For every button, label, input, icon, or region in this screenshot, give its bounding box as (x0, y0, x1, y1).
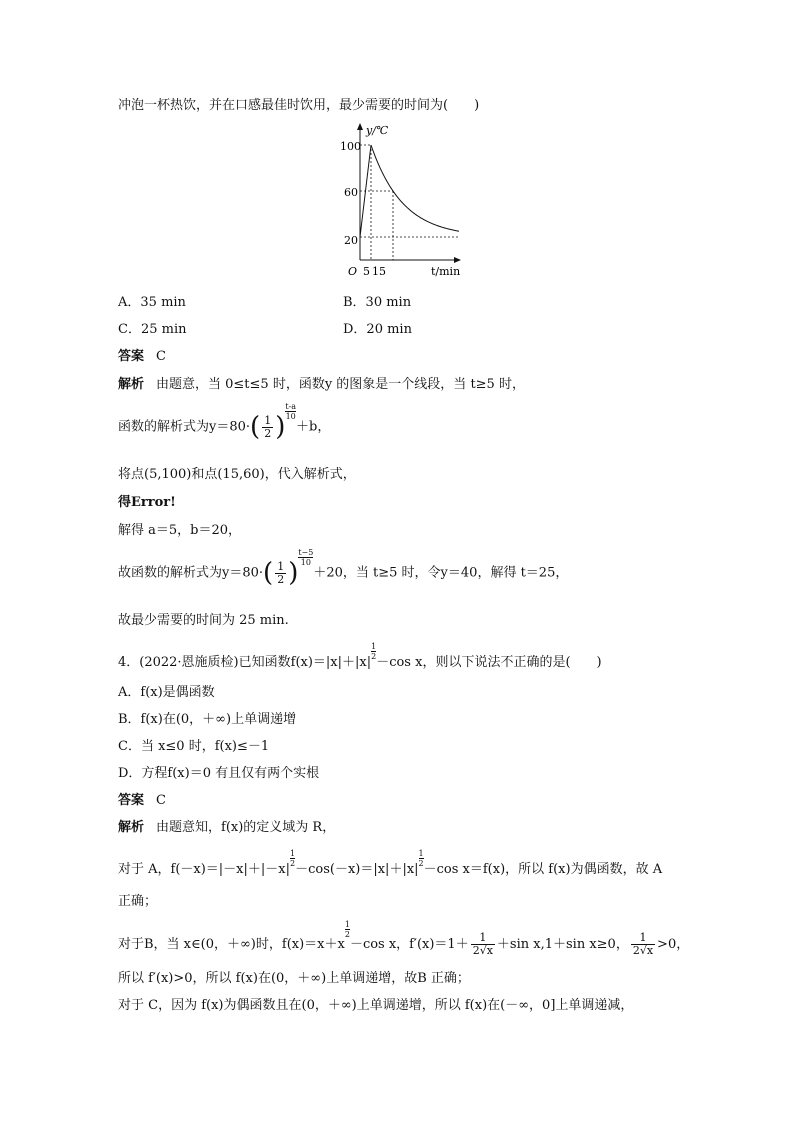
q3-option-c: C．25 min (118, 322, 187, 337)
q3-analysis-line-1: 解析 由题意，当 0≤t≤5 时，函数y 的图象是一个线段，当 t≥5 时， (118, 377, 525, 392)
temperature-graph (330, 122, 470, 282)
y-axis-arrow (357, 123, 363, 130)
y-tick-60: 60 (344, 186, 358, 199)
x-axis-label: t/min (431, 265, 461, 278)
q3-option-b: B．30 min (343, 295, 412, 310)
q4-answer-row (118, 792, 166, 810)
q3-analysis-line-5: 解得 a＝5，b＝20， (118, 523, 242, 538)
answer-label: 答案 (118, 793, 145, 808)
q3-answer: C (156, 349, 166, 364)
q3-conclusion: 故最少需要的时间为 25 min. (118, 613, 289, 628)
q4-analysis-line-6: 对于 C，因为 f(x)为偶函数且在(0，＋∞)上单调递增，所以 f(x)在(－∞，0]上单调递减， (118, 998, 634, 1013)
q3-formula-line: 函数的解析式为y＝80·( $\frac{1}{2}$ ) $\frac{t-a}{10}+b$， (118, 402, 331, 442)
q4-option-a: A．f(x)是偶函数 (118, 685, 215, 700)
decay-curve (371, 145, 459, 231)
q3-analysis-line-3: 将点(5,100)和点(15,60)，代入解析式， (118, 467, 356, 482)
y-axis-label: y/℃ (366, 124, 389, 137)
x-tick-5: 5 (363, 265, 370, 278)
analysis-label: 解析 (118, 377, 145, 392)
q4-analysis-line-3: 正确； (118, 894, 158, 909)
q3-option-a: A．35 min (118, 295, 186, 310)
q4-analysis-line-5: 所以 f′(x)>0，所以 f(x)在(0，＋∞)上单调递增，故B 正确； (118, 971, 470, 986)
q4-option-d: D．方程f(x)＝0 有且仅有两个实根 (118, 766, 320, 781)
q3-answer-row (118, 348, 166, 366)
origin-label: O (348, 265, 358, 278)
q4-stem: 4．(2022·恩施质检)已知函数f(x)＝|x|＋|x| $\frac{1}{2}-\cos$ x，则以下说法不正确的是( ) (118, 642, 602, 670)
q3-stem: 冲泡一杯热饮，并在口感最佳时饮用，最少需要的时间为( ) (118, 98, 480, 113)
q4-analysis-line-2: 对于 A，f(－x)＝|－x|＋|－x| $\frac{1}{2}-\cos(-x)=|x|+|x|$ $\frac{1}{2}-\cos$ x＝f(x)，所以 f(x)为偶函数，故 A (118, 849, 663, 877)
y-tick-20: 20 (344, 234, 358, 247)
q4-option-c: C．当 x≤0 时，f(x)≤－1 (118, 739, 270, 754)
answer-label: 答案 (118, 349, 145, 364)
y-tick-100: 100 (340, 140, 361, 153)
analysis-label: 解析 (118, 820, 145, 835)
x-tick-15: 15 (372, 265, 386, 278)
q4-answer: C (156, 793, 166, 808)
q3-analysis-line-4: 得Error! (118, 495, 176, 510)
q4-option-b: B．f(x)在(0，＋∞)上单调递增 (118, 712, 297, 727)
q4-analysis-line-1: 解析 由题意知，f(x)的定义域为 R， (118, 820, 336, 835)
q4-analysis-line-4: 对于B，当 x∈(0，＋∞)时，f(x)＝x＋x $\frac{1}{2}-\cos$ x，f′(x)＝1＋ $\frac{1}{2√x}$ ＋sin x,1＋sin x≥0， $\frac{1}{2√x}$ >0， (118, 920, 690, 957)
x-axis-arrow (454, 257, 461, 263)
q3-option-d: D．20 min (343, 322, 412, 337)
q3-result-line: 故函数的解析式为y＝80·( $\frac{1}{2}$ ) $\frac{t-5}{10}+20$，当 t≥5 时，令y＝40，解得 t＝25， (118, 548, 569, 588)
